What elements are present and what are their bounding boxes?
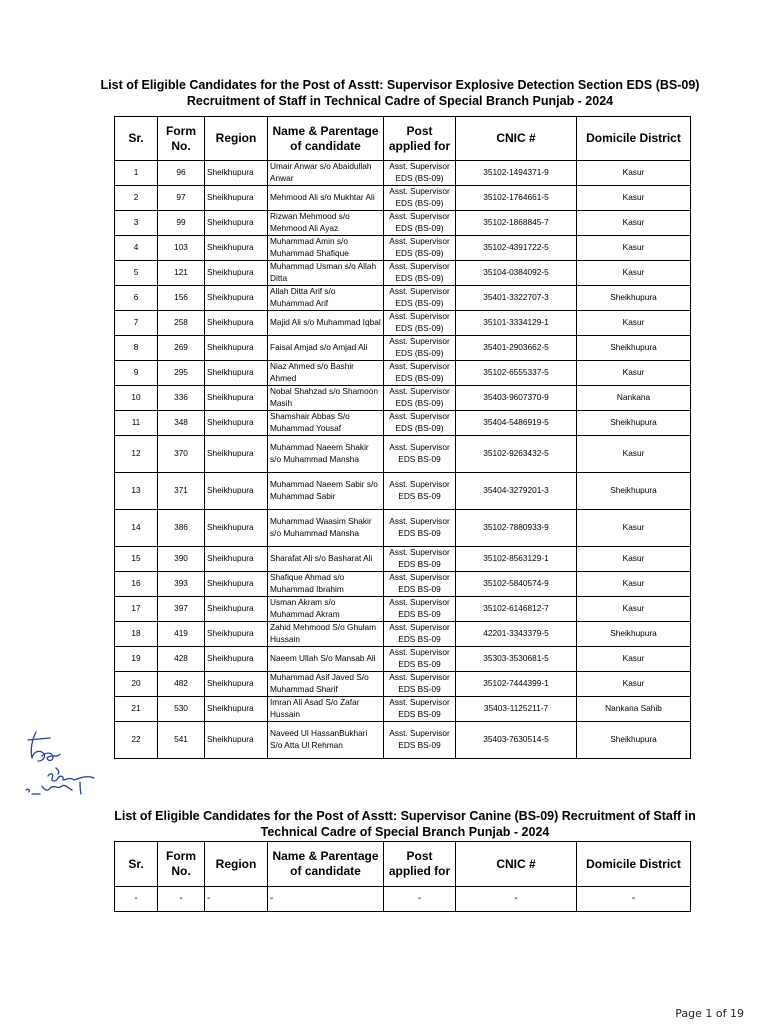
cell-sr: 1: [115, 161, 158, 186]
cell-cnic: 42201-3343379-5: [456, 622, 577, 647]
cell-name: Muhammad Amin s/o Muhammad Shafique: [268, 236, 384, 261]
cell-post: Asst. Supervisor EDS (BS-09): [384, 411, 456, 436]
cell-name: Majid Ali s/o Muhammad Iqbal: [268, 311, 384, 336]
cell-region: Sheikhupura: [205, 473, 268, 510]
page-number: Page 1 of 19: [675, 1007, 744, 1020]
cell-sr: -: [115, 887, 158, 912]
cell-form-no: 121: [158, 261, 205, 286]
cell-region: Sheikhupura: [205, 361, 268, 386]
cell-post: Asst. Supervisor EDS (BS-09): [384, 161, 456, 186]
table-row: [115, 473, 691, 510]
cell-sr: 19: [115, 647, 158, 672]
cell-sr: 22: [115, 722, 158, 759]
cell-sr: 15: [115, 547, 158, 572]
header-post: Post applied for: [384, 842, 456, 887]
cell-form-no: 97: [158, 186, 205, 211]
cell-sr: 2: [115, 186, 158, 211]
cell-region: Sheikhupura: [205, 261, 268, 286]
cell-form-no: 269: [158, 336, 205, 361]
cell-domicile: Kasur: [577, 436, 691, 473]
cell-domicile: Sheikhupura: [577, 722, 691, 759]
cell-post: Asst. Supervisor EDS (BS-09): [384, 211, 456, 236]
cell-sr: 11: [115, 411, 158, 436]
cell-name: Rizwan Mehmood s/o Mehmood Ali Ayaz: [268, 211, 384, 236]
cell-domicile: Kasur: [577, 161, 691, 186]
cell-region: Sheikhupura: [205, 311, 268, 336]
cell-domicile: Sheikhupura: [577, 411, 691, 436]
cell-form-no: 156: [158, 286, 205, 311]
cell-domicile: -: [577, 887, 691, 912]
cell-cnic: 35102-7880933-9: [456, 510, 577, 547]
cell-cnic: 35102-6555337-5: [456, 361, 577, 386]
cell-form-no: 103: [158, 236, 205, 261]
cell-cnic: -: [456, 887, 577, 912]
cell-form-no: 390: [158, 547, 205, 572]
cell-domicile: Kasur: [577, 547, 691, 572]
cell-name: Muhammad Naeem Sabir s/o Muhammad Sabir: [268, 473, 384, 510]
cell-domicile: Sheikhupura: [577, 622, 691, 647]
cell-sr: 16: [115, 572, 158, 597]
header-name: Name & Parentage of candidate: [268, 117, 384, 161]
cell-cnic: 35403-9607370-9: [456, 386, 577, 411]
cell-sr: 17: [115, 597, 158, 622]
candidates-table-canine: [114, 841, 691, 912]
cell-post: Asst. Supervisor EDS (BS-09): [384, 286, 456, 311]
cell-form-no: 96: [158, 161, 205, 186]
cell-cnic: 35102-6146812-7: [456, 597, 577, 622]
cell-form-no: 541: [158, 722, 205, 759]
section-title-eds: List of Eligible Candidates for the Post of Asstt: Supervisor Explosive Detection Section EDS (BS-09) Recruitment of Staff in Technical Cadre of Special Branch Punjab - 2024: [100, 78, 700, 108]
table-header-row: [115, 117, 691, 161]
cell-post: Asst. Supervisor EDS BS-09: [384, 510, 456, 547]
table-row: [115, 647, 691, 672]
cell-post: Asst. Supervisor EDS (BS-09): [384, 336, 456, 361]
cell-form-no: 295: [158, 361, 205, 386]
cell-cnic: 35102-1868845-7: [456, 211, 577, 236]
cell-domicile: Sheikhupura: [577, 473, 691, 510]
cell-cnic: 35401-2903662-5: [456, 336, 577, 361]
cell-domicile: Kasur: [577, 236, 691, 261]
cell-name: Umair Anwar s/o Abaidullah Anwar: [268, 161, 384, 186]
cell-region: Sheikhupura: [205, 436, 268, 473]
cell-region: Sheikhupura: [205, 411, 268, 436]
cell-form-no: 348: [158, 411, 205, 436]
cell-region: Sheikhupura: [205, 597, 268, 622]
table-row: [115, 336, 691, 361]
section-title-canine: List of Eligible Candidates for the Post of Asstt: Supervisor Canine (BS-09) Recruitment of Staff in Technical Cadre of Special Branch Punjab - 2024: [114, 809, 696, 839]
cell-post: Asst. Supervisor EDS BS-09: [384, 622, 456, 647]
cell-name: Shafique Ahmad s/o Muhammad Ibrahim: [268, 572, 384, 597]
cell-post: Asst. Supervisor EDS (BS-09): [384, 386, 456, 411]
cell-form-no: 397: [158, 597, 205, 622]
cell-region: Sheikhupura: [205, 510, 268, 547]
candidates-table-eds: [114, 116, 691, 759]
cell-region: Sheikhupura: [205, 697, 268, 722]
cell-region: Sheikhupura: [205, 572, 268, 597]
signature-icon: [20, 728, 110, 808]
cell-cnic: 35102-4391722-5: [456, 236, 577, 261]
cell-name: Imran Ali Asad S/o Zafar Hussain: [268, 697, 384, 722]
table-row: [115, 186, 691, 211]
cell-domicile: Sheikhupura: [577, 286, 691, 311]
table-row: [115, 286, 691, 311]
cell-name: Zahid Mehmood S/o Ghulam Hussain: [268, 622, 384, 647]
cell-cnic: 35102-1764661-5: [456, 186, 577, 211]
table-row: [115, 161, 691, 186]
cell-name: Naeem Ullah S/o Mansab Ali: [268, 647, 384, 672]
cell-domicile: Kasur: [577, 672, 691, 697]
cell-cnic: 35403-7630514-5: [456, 722, 577, 759]
cell-cnic: 35102-5840574-9: [456, 572, 577, 597]
cell-sr: 20: [115, 672, 158, 697]
cell-name: Allah Ditta Arif s/o Muhammad Arif: [268, 286, 384, 311]
cell-region: Sheikhupura: [205, 672, 268, 697]
cell-domicile: Kasur: [577, 597, 691, 622]
cell-domicile: Kasur: [577, 510, 691, 547]
cell-name: Faisal Amjad s/o Amjad Ali: [268, 336, 384, 361]
cell-form-no: 393: [158, 572, 205, 597]
cell-post: Asst. Supervisor EDS BS-09: [384, 572, 456, 597]
cell-domicile: Nankana: [577, 386, 691, 411]
cell-post: Asst. Supervisor EDS BS-09: [384, 547, 456, 572]
cell-region: Sheikhupura: [205, 236, 268, 261]
cell-form-no: 371: [158, 473, 205, 510]
header-region: Region: [205, 842, 268, 887]
cell-post: Asst. Supervisor EDS (BS-09): [384, 361, 456, 386]
cell-region: Sheikhupura: [205, 161, 268, 186]
table-row: [115, 211, 691, 236]
cell-region: Sheikhupura: [205, 286, 268, 311]
cell-domicile: Kasur: [577, 186, 691, 211]
cell-region: Sheikhupura: [205, 186, 268, 211]
cell-name: Usman Akram s/o Muhammad Akram: [268, 597, 384, 622]
cell-sr: 14: [115, 510, 158, 547]
table-header-row: [115, 842, 691, 887]
cell-post: Asst. Supervisor EDS BS-09: [384, 436, 456, 473]
cell-domicile: Sheikhupura: [577, 336, 691, 361]
cell-cnic: 35403-1125211-7: [456, 697, 577, 722]
cell-cnic: 35404-5486919-5: [456, 411, 577, 436]
table-row: [115, 672, 691, 697]
table-row: [115, 236, 691, 261]
table-row: [115, 622, 691, 647]
cell-post: Asst. Supervisor EDS (BS-09): [384, 236, 456, 261]
cell-post: Asst. Supervisor EDS (BS-09): [384, 186, 456, 211]
table-row: [115, 436, 691, 473]
table-row: [115, 722, 691, 759]
header-cnic: CNIC #: [456, 842, 577, 887]
cell-region: Sheikhupura: [205, 647, 268, 672]
header-sr: Sr.: [115, 117, 158, 161]
cell-domicile: Kasur: [577, 572, 691, 597]
cell-name: Muhammad Naeem Shakir s/o Muhammad Mansha: [268, 436, 384, 473]
cell-form-no: 336: [158, 386, 205, 411]
cell-cnic: 35104-0384092-5: [456, 261, 577, 286]
cell-cnic: 35101-3334129-1: [456, 311, 577, 336]
table-row: [115, 311, 691, 336]
cell-sr: 10: [115, 386, 158, 411]
cell-sr: 18: [115, 622, 158, 647]
cell-form-no: -: [158, 887, 205, 912]
table-row: [115, 510, 691, 547]
cell-region: -: [205, 887, 268, 912]
header-sr: Sr.: [115, 842, 158, 887]
cell-domicile: Kasur: [577, 361, 691, 386]
cell-sr: 4: [115, 236, 158, 261]
cell-form-no: 386: [158, 510, 205, 547]
cell-name: Muhammad Waasim Shakir s/o Muhammad Mansha: [268, 510, 384, 547]
header-region: Region: [205, 117, 268, 161]
cell-region: Sheikhupura: [205, 722, 268, 759]
cell-name: Muhammad Usman s/o Allah Ditta: [268, 261, 384, 286]
cell-cnic: 35404-3279201-3: [456, 473, 577, 510]
cell-name: Naveed Ul HassanBukhari S/o Atta Ul Rehman: [268, 722, 384, 759]
cell-post: Asst. Supervisor EDS BS-09: [384, 647, 456, 672]
cell-sr: 12: [115, 436, 158, 473]
cell-sr: 3: [115, 211, 158, 236]
cell-cnic: 35303-3530681-5: [456, 647, 577, 672]
cell-post: Asst. Supervisor EDS BS-09: [384, 722, 456, 759]
cell-post: -: [384, 887, 456, 912]
cell-post: Asst. Supervisor EDS BS-09: [384, 473, 456, 510]
cell-name: Shamshair Abbas S/o Muhammad Yousaf: [268, 411, 384, 436]
cell-domicile: Kasur: [577, 647, 691, 672]
cell-sr: 13: [115, 473, 158, 510]
table-row: [115, 597, 691, 622]
header-domicile: Domicile District: [577, 117, 691, 161]
cell-cnic: 35401-3322707-3: [456, 286, 577, 311]
cell-sr: 6: [115, 286, 158, 311]
cell-domicile: Kasur: [577, 211, 691, 236]
cell-post: Asst. Supervisor EDS BS-09: [384, 697, 456, 722]
cell-sr: 5: [115, 261, 158, 286]
cell-region: Sheikhupura: [205, 211, 268, 236]
table-row: [115, 887, 691, 912]
cell-form-no: 370: [158, 436, 205, 473]
cell-post: Asst. Supervisor EDS (BS-09): [384, 311, 456, 336]
table-row: [115, 697, 691, 722]
cell-form-no: 258: [158, 311, 205, 336]
cell-name: Niaz Ahmed s/o Bashir Ahmed: [268, 361, 384, 386]
table-row: [115, 547, 691, 572]
cell-region: Sheikhupura: [205, 386, 268, 411]
cell-form-no: 428: [158, 647, 205, 672]
cell-name: -: [268, 887, 384, 912]
cell-sr: 8: [115, 336, 158, 361]
header-form-no: Form No.: [158, 842, 205, 887]
table-row: [115, 411, 691, 436]
header-name: Name & Parentage of candidate: [268, 842, 384, 887]
cell-sr: 7: [115, 311, 158, 336]
handwritten-signature: [20, 728, 110, 813]
table-row: [115, 386, 691, 411]
cell-form-no: 482: [158, 672, 205, 697]
header-form-no: Form No.: [158, 117, 205, 161]
table-row: [115, 261, 691, 286]
header-post: Post applied for: [384, 117, 456, 161]
cell-domicile: Nankana Sahib: [577, 697, 691, 722]
cell-region: Sheikhupura: [205, 336, 268, 361]
cell-sr: 9: [115, 361, 158, 386]
cell-name: Mehmood Ali s/o Mukhtar Ali: [268, 186, 384, 211]
cell-cnic: 35102-8563129-1: [456, 547, 577, 572]
cell-domicile: Kasur: [577, 261, 691, 286]
header-domicile: Domicile District: [577, 842, 691, 887]
cell-form-no: 419: [158, 622, 205, 647]
cell-name: Sharafat Ali s/o Basharat Ali: [268, 547, 384, 572]
cell-post: Asst. Supervisor EDS (BS-09): [384, 261, 456, 286]
table-row: [115, 572, 691, 597]
cell-domicile: Kasur: [577, 311, 691, 336]
cell-name: Nobal Shahzad s/o Shamoon Masih: [268, 386, 384, 411]
cell-form-no: 99: [158, 211, 205, 236]
cell-post: Asst. Supervisor EDS BS-09: [384, 672, 456, 697]
cell-region: Sheikhupura: [205, 622, 268, 647]
header-cnic: CNIC #: [456, 117, 577, 161]
cell-sr: 21: [115, 697, 158, 722]
cell-region: Sheikhupura: [205, 547, 268, 572]
cell-form-no: 530: [158, 697, 205, 722]
cell-name: Muhammad Asif Javed S/o Muhammad Sharif: [268, 672, 384, 697]
table-row: [115, 361, 691, 386]
cell-post: Asst. Supervisor EDS BS-09: [384, 597, 456, 622]
cell-cnic: 35102-1494371-9: [456, 161, 577, 186]
cell-cnic: 35102-7444399-1: [456, 672, 577, 697]
cell-cnic: 35102-9263432-5: [456, 436, 577, 473]
